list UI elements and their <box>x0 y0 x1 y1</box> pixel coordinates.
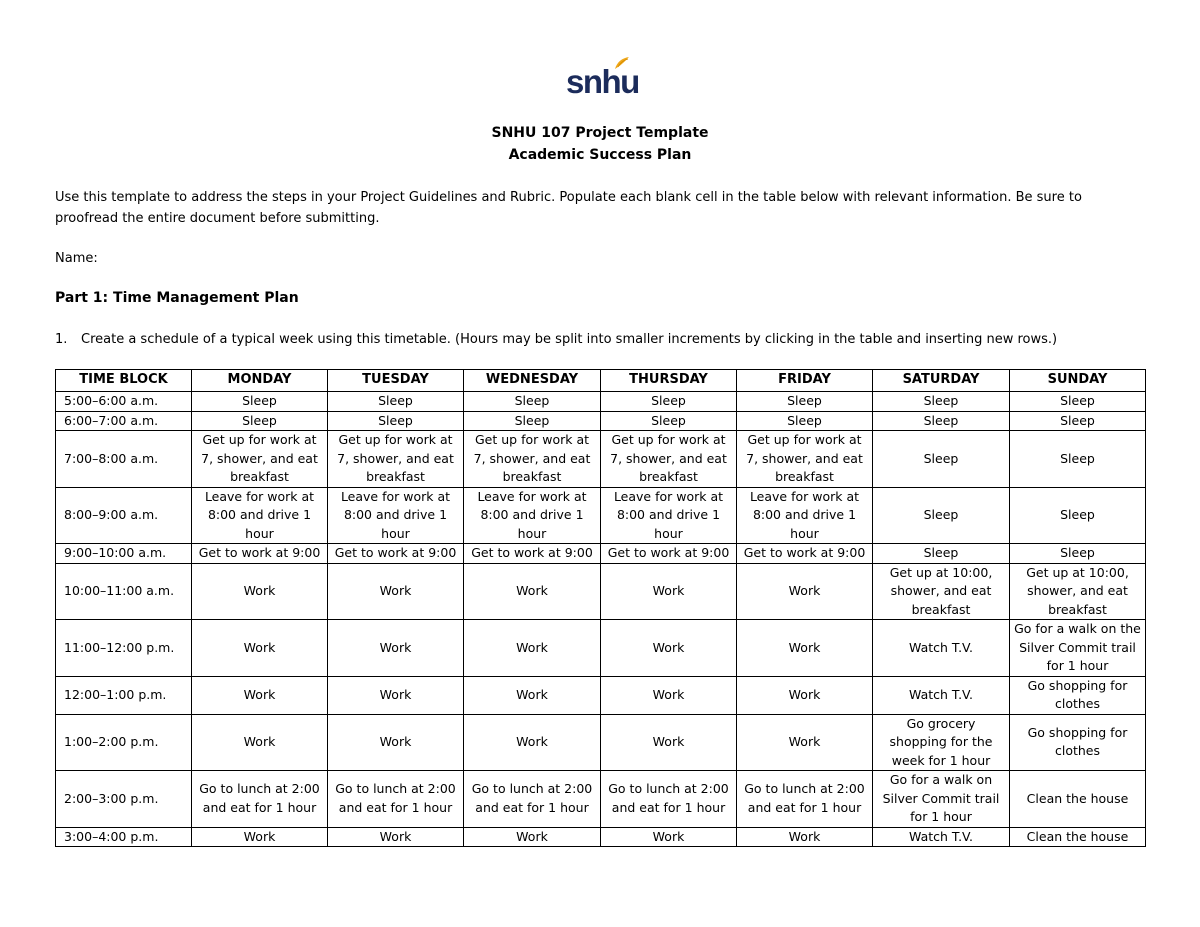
instruction-item <box>55 330 1057 350</box>
schedule-cell[interactable]: Watch T.V. <box>873 620 1010 677</box>
schedule-cell[interactable]: Get up for work at 7, shower, and eat breakfast <box>601 431 737 488</box>
schedule-cell[interactable]: Get up at 10:00, shower, and eat breakfast <box>873 563 1010 620</box>
schedule-cell[interactable]: Work <box>737 563 873 620</box>
schedule-cell[interactable]: Work <box>601 714 737 771</box>
table-row <box>56 771 1146 828</box>
time-cell[interactable]: 9:00–10:00 a.m. <box>56 544 192 564</box>
schedule-cell[interactable]: Go to lunch at 2:00 and eat for 1 hour <box>328 771 464 828</box>
header-friday: FRIDAY <box>737 370 873 392</box>
schedule-cell[interactable]: Sleep <box>873 392 1010 412</box>
time-cell[interactable]: 1:00–2:00 p.m. <box>56 714 192 771</box>
part1-heading: Part 1: Time Management Plan <box>55 290 299 306</box>
schedule-cell[interactable]: Go shopping for clothes <box>1010 676 1146 714</box>
schedule-cell[interactable]: Work <box>601 620 737 677</box>
schedule-cell[interactable]: Sleep <box>601 411 737 431</box>
schedule-cell[interactable]: Work <box>464 620 601 677</box>
schedule-cell[interactable]: Sleep <box>873 544 1010 564</box>
time-cell[interactable]: 12:00–1:00 p.m. <box>56 676 192 714</box>
schedule-cell[interactable]: Work <box>192 620 328 677</box>
schedule-cell[interactable]: Work <box>464 563 601 620</box>
weekly-schedule-table <box>55 369 1146 847</box>
schedule-cell[interactable]: Work <box>601 563 737 620</box>
document-subtitle: Academic Success Plan <box>508 147 692 163</box>
table-header-row <box>56 370 1146 392</box>
schedule-cell[interactable]: Work <box>464 714 601 771</box>
schedule-cell[interactable]: Sleep <box>1010 411 1146 431</box>
schedule-cell[interactable]: Get up for work at 7, shower, and eat breakfast <box>192 431 328 488</box>
document-title: SNHU 107 Project Template <box>491 125 709 141</box>
table-row <box>56 676 1146 714</box>
schedule-cell[interactable]: Sleep <box>464 392 601 412</box>
schedule-cell[interactable]: Sleep <box>601 392 737 412</box>
time-cell[interactable]: 7:00–8:00 a.m. <box>56 431 192 488</box>
snhu-logo <box>560 56 640 104</box>
table-row <box>56 392 1146 412</box>
instruction-number: 1. <box>55 332 68 347</box>
schedule-cell[interactable]: Get up for work at 7, shower, and eat breakfast <box>328 431 464 488</box>
table-row <box>56 431 1146 488</box>
schedule-cell[interactable]: Sleep <box>328 411 464 431</box>
schedule-cell[interactable]: Leave for work at 8:00 and drive 1 hour <box>601 487 737 544</box>
instruction-text: Create a schedule of a typical week using this timetable. (Hours may be split into smaller increments by clicking in the table and inserting new rows.) <box>81 332 1058 347</box>
table-row <box>56 563 1146 620</box>
schedule-cell[interactable]: Sleep <box>873 487 1010 544</box>
name-label: Name: <box>55 251 98 266</box>
time-cell[interactable]: 3:00–4:00 p.m. <box>56 827 192 847</box>
schedule-cell[interactable]: Get up for work at 7, shower, and eat breakfast <box>464 431 601 488</box>
schedule-cell[interactable]: Watch T.V. <box>873 827 1010 847</box>
schedule-cell[interactable]: Get to work at 9:00 <box>328 544 464 564</box>
schedule-cell[interactable]: Get up at 10:00, shower, and eat breakfast <box>1010 563 1146 620</box>
schedule-cell[interactable]: Go to lunch at 2:00 and eat for 1 hour <box>464 771 601 828</box>
schedule-cell[interactable]: Get to work at 9:00 <box>464 544 601 564</box>
header-tuesday: TUESDAY <box>328 370 464 392</box>
header-wednesday: WEDNESDAY <box>464 370 601 392</box>
time-cell[interactable]: 2:00–3:00 p.m. <box>56 771 192 828</box>
schedule-cell[interactable]: Go for a walk on Silver Commit trail for 1 hour <box>873 771 1010 828</box>
schedule-cell[interactable]: Sleep <box>737 392 873 412</box>
schedule-cell[interactable]: Work <box>192 714 328 771</box>
schedule-cell[interactable]: Sleep <box>1010 392 1146 412</box>
schedule-cell[interactable]: Work <box>737 620 873 677</box>
schedule-cell[interactable]: Get to work at 9:00 <box>601 544 737 564</box>
header-sunday: SUNDAY <box>1010 370 1146 392</box>
logo-wordmark: snhu <box>566 63 639 100</box>
schedule-cell[interactable]: Go for a walk on the Silver Commit trail for 1 hour <box>1010 620 1146 677</box>
schedule-cell[interactable]: Go to lunch at 2:00 and eat for 1 hour <box>737 771 873 828</box>
schedule-cell[interactable]: Sleep <box>328 392 464 412</box>
schedule-cell[interactable]: Get to work at 9:00 <box>192 544 328 564</box>
schedule-cell[interactable]: Work <box>192 676 328 714</box>
schedule-cell[interactable]: Sleep <box>1010 431 1146 488</box>
schedule-cell[interactable]: Work <box>328 714 464 771</box>
time-cell[interactable]: 11:00–12:00 p.m. <box>56 620 192 677</box>
schedule-cell[interactable]: Sleep <box>873 411 1010 431</box>
schedule-cell[interactable]: Get to work at 9:00 <box>737 544 873 564</box>
schedule-cell[interactable]: Work <box>328 676 464 714</box>
schedule-cell[interactable]: Work <box>601 676 737 714</box>
schedule-cell[interactable]: Go to lunch at 2:00 and eat for 1 hour <box>601 771 737 828</box>
schedule-cell[interactable]: Clean the house <box>1010 771 1146 828</box>
table-row <box>56 487 1146 544</box>
table-row <box>56 411 1146 431</box>
schedule-cell[interactable]: Leave for work at 8:00 and drive 1 hour <box>328 487 464 544</box>
schedule-cell[interactable]: Go to lunch at 2:00 and eat for 1 hour <box>192 771 328 828</box>
schedule-cell[interactable]: Work <box>192 827 328 847</box>
intro-paragraph: Use this template to address the steps in your Project Guidelines and Rubric. Populate each blank cell in the table below with relevant information. Be sure to proofread the entire document before submitting. <box>55 190 1082 226</box>
header-monday: MONDAY <box>192 370 328 392</box>
schedule-cell[interactable]: Work <box>737 827 873 847</box>
header-time-block: TIME BLOCK <box>56 370 192 392</box>
schedule-cell[interactable]: Clean the house <box>1010 827 1146 847</box>
schedule-cell[interactable]: Go shopping for clothes <box>1010 714 1146 771</box>
schedule-cell[interactable]: Leave for work at 8:00 and drive 1 hour <box>464 487 601 544</box>
schedule-cell[interactable]: Sleep <box>192 392 328 412</box>
table-row <box>56 827 1146 847</box>
schedule-cell[interactable]: Work <box>464 827 601 847</box>
schedule-cell[interactable]: Get up for work at 7, shower, and eat breakfast <box>737 431 873 488</box>
schedule-cell[interactable]: Sleep <box>1010 544 1146 564</box>
table-row <box>56 620 1146 677</box>
schedule-cell[interactable]: Work <box>328 827 464 847</box>
schedule-cell[interactable]: Work <box>328 620 464 677</box>
schedule-cell[interactable]: Go grocery shopping for the week for 1 hour <box>873 714 1010 771</box>
header-thursday: THURSDAY <box>601 370 737 392</box>
schedule-cell[interactable]: Work <box>192 563 328 620</box>
schedule-cell[interactable]: Sleep <box>1010 487 1146 544</box>
time-cell[interactable]: 6:00–7:00 a.m. <box>56 411 192 431</box>
schedule-cell[interactable]: Work <box>328 563 464 620</box>
table-row <box>56 544 1146 564</box>
table-row <box>56 714 1146 771</box>
schedule-cell[interactable]: Leave for work at 8:00 and drive 1 hour <box>192 487 328 544</box>
schedule-cell[interactable]: Sleep <box>873 431 1010 488</box>
header-saturday: SATURDAY <box>873 370 1010 392</box>
time-cell[interactable]: 10:00–11:00 a.m. <box>56 563 192 620</box>
schedule-cell[interactable]: Sleep <box>737 411 873 431</box>
schedule-cell[interactable]: Sleep <box>192 411 328 431</box>
schedule-cell[interactable]: Watch T.V. <box>873 676 1010 714</box>
time-cell[interactable]: 5:00–6:00 a.m. <box>56 392 192 412</box>
schedule-cell[interactable]: Work <box>464 676 601 714</box>
time-cell[interactable]: 8:00–9:00 a.m. <box>56 487 192 544</box>
schedule-cell[interactable]: Work <box>737 714 873 771</box>
schedule-cell[interactable]: Work <box>601 827 737 847</box>
schedule-cell[interactable]: Sleep <box>464 411 601 431</box>
schedule-cell[interactable]: Leave for work at 8:00 and drive 1 hour <box>737 487 873 544</box>
schedule-cell[interactable]: Work <box>737 676 873 714</box>
